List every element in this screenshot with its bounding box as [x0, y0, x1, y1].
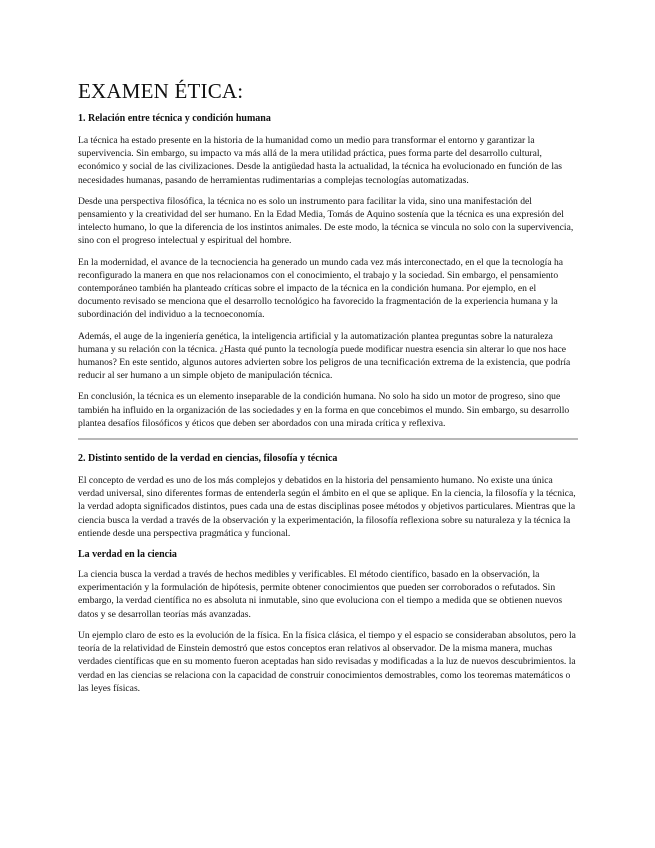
- section-2-paragraph: La ciencia busca la verdad a través de hechos medibles y verificables. El método científico, basado en la observación, la experimentación y la formulación de hipótesis, permite obtener conocimientos que pueden ser corroborados o refutados. Sin embargo, la verdad científica no es absoluta ni inmutable, sino que evoluciona con el tiempo a medida que se obtienen nuevos datos y se desarrollan teorías más avanzadas.: [78, 569, 563, 620]
- section-2-subheading: La verdad en la ciencia: [78, 549, 177, 561]
- section-divider: [78, 438, 578, 440]
- document-title: EXAMEN ÉTICA:: [78, 79, 244, 103]
- section-1-heading: 1. Relación entre técnica y condición humana: [78, 113, 271, 124]
- section-1-paragraph: Desde una perspectiva filosófica, la técnica no es solo un instrumento para facilitar la vida, sino una manifestación del pensamiento y la creatividad del ser humano. En la Edad Media, Tomás de Aquino sostenía que la técnica es una expresión del intelecto humano, lo que la diferencia de los instintos animales. De este modo, la técnica se vincula no solo con la supervivencia, sino con el progreso intelectual y espiritual del hombre.: [78, 195, 574, 247]
- section-2-paragraph: Un ejemplo claro de esto es la evolución de la física. En la física clásica, el tiempo y el espacio se consideraban absolutos, pero la teoría de la relatividad de Einstein demostró que estos conceptos eran relativos al observador. De la misma manera, muchas verdades científicas que en su momento fueron aceptadas han sido revisadas y modificadas a la luz de nuevos descubrimientos. la verdad en las ciencias se relaciona con la capacidad de construir conocimientos demostrables, como los teoremas matemáticos o las leyes físicas.: [78, 629, 576, 694]
- document-page: [78, 78, 578, 703]
- section-1-paragraph: En conclusión, la técnica es un elemento inseparable de la condición humana. No solo ha sido un motor de progreso, sino que también ha influido en la organización de las sociedades y en la forma en que concebimos el mundo. Sin embargo, su desarrollo plantea desafíos filosóficos y éticos que deben ser abordados con una mirada crítica y reflexiva.: [78, 391, 570, 429]
- section-1-paragraph: Además, el auge de la ingeniería genética, la inteligencia artificial y la automatización plantea preguntas sobre la naturaleza humana y su relación con la técnica. ¿Hasta qué punto la tecnología puede modificar nuestra esencia sin alterar lo que nos hace humanos? En este sentido, algunos autores advierten sobre los peligros de una tecnificación extrema de la existencia, que podría reducir al ser humano a un simple objeto de manipulación técnica.: [78, 330, 571, 382]
- section-1-paragraph: La técnica ha estado presente en la historia de la humanidad como un medio para transformar el entorno y garantizar la supervivencia. Sin embargo, su impacto va más allá de la mera utilidad práctica, pues forma parte del desarrollo cultural, económico y social de las civilizaciones. Desde la antigüedad hasta la actualidad, la técnica ha evolucionado en función de las necesidades humanas, pasando de herramientas rudimentarias a complejas tecnologías automatizadas.: [78, 135, 563, 186]
- section-2-intro: El concepto de verdad es uno de los más complejos y debatidos en la historia del pensamiento humano. No existe una única verdad universal, sino diferentes formas de entenderla según el ámbito en el que se aplique. En la ciencia, la filosofía y la técnica, la verdad adopta significados distintos, pues cada una de estas disciplinas posee métodos y objetivos particulares. Mientras que la ciencia busca la verdad a través de la observación y la experimentación, la filosofía reflexiona sobre su naturaleza y la técnica la entiende desde una perspectiva pragmática y funcional.: [78, 475, 576, 539]
- section-2-heading: 2. Distinto sentido de la verdad en ciencias, filosofía y técnica: [78, 453, 338, 465]
- section-1-paragraph: En la modernidad, el avance de la tecnociencia ha generado un mundo cada vez más interconectado, en el que la tecnología ha reconfigurado la manera en que nos relacionamos con el conocimiento, el trabajo y la sociedad. Sin embargo, el pensamiento contemporáneo también ha planteado críticas sobre el impacto de la técnica en la condición humana. Por ejemplo, en el documento revisado se menciona que el desarrollo tecnológico ha favorecido la fragmentación de la experiencia humana y la subordinación del individuo a la tecnoeconomía.: [78, 256, 564, 321]
